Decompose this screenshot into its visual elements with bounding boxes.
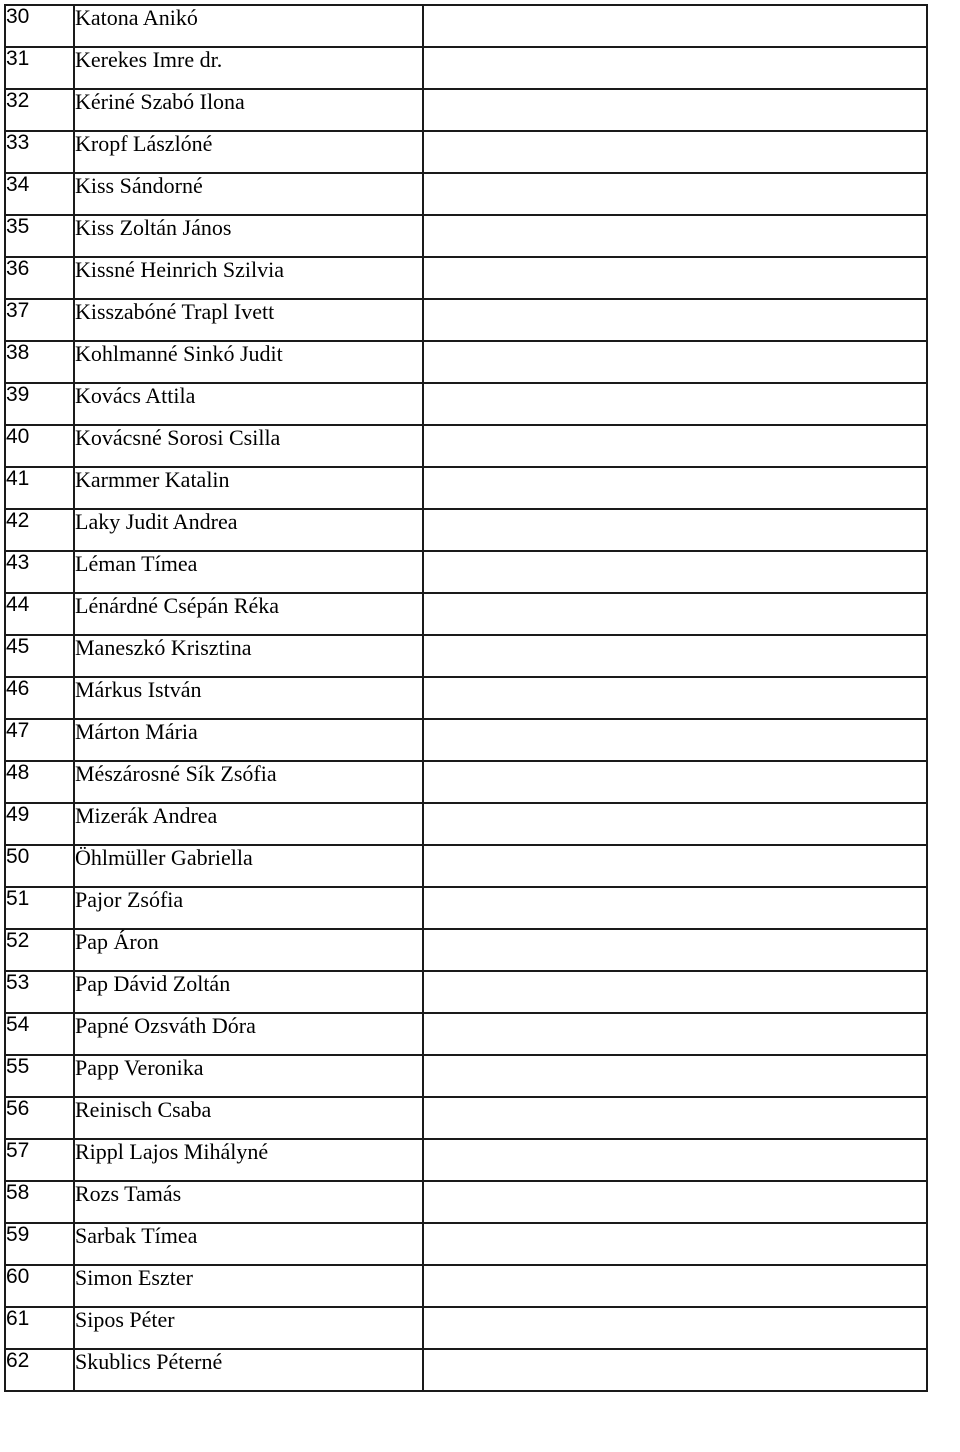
row-number: 61 [5,1307,74,1349]
participant-name: Papp Veronika [74,1055,423,1097]
table-row [5,1055,927,1097]
empty-cell [423,173,927,215]
empty-cell [423,887,927,929]
participant-name: Katona Anikó [74,5,423,47]
empty-cell [423,47,927,89]
participant-name: Kovácsné Sorosi Csilla [74,425,423,467]
table-row [5,5,927,47]
empty-cell [423,719,927,761]
participant-name: Maneszkó Krisztina [74,635,423,677]
table-row [5,1307,927,1349]
row-number: 47 [5,719,74,761]
table-row [5,677,927,719]
empty-cell [423,299,927,341]
participant-name: Pap Áron [74,929,423,971]
participant-name: Kiss Zoltán János [74,215,423,257]
empty-cell [423,929,927,971]
row-number: 36 [5,257,74,299]
row-number: 55 [5,1055,74,1097]
participant-name: Mészárosné Sík Zsófia [74,761,423,803]
empty-cell [423,1181,927,1223]
participant-name: Kissné Heinrich Szilvia [74,257,423,299]
row-number: 33 [5,131,74,173]
row-number: 39 [5,383,74,425]
row-number: 48 [5,761,74,803]
table-row [5,383,927,425]
participant-name: Kériné Szabó Ilona [74,89,423,131]
empty-cell [423,677,927,719]
row-number: 57 [5,1139,74,1181]
table-row [5,887,927,929]
table-row [5,1223,927,1265]
empty-cell [423,1223,927,1265]
participant-name: Rippl Lajos Mihályné [74,1139,423,1181]
empty-cell [423,5,927,47]
empty-cell [423,761,927,803]
empty-cell [423,551,927,593]
row-number: 32 [5,89,74,131]
empty-cell [423,1349,927,1391]
empty-cell [423,425,927,467]
participant-name: Papné Ozsváth Dóra [74,1013,423,1055]
table-row [5,131,927,173]
row-number: 50 [5,845,74,887]
empty-cell [423,1265,927,1307]
participant-name: Rozs Tamás [74,1181,423,1223]
roster-table [4,4,928,1392]
participant-name: Léman Tímea [74,551,423,593]
row-number: 51 [5,887,74,929]
table-row [5,1181,927,1223]
empty-cell [423,467,927,509]
row-number: 35 [5,215,74,257]
table-row [5,173,927,215]
participant-name: Simon Eszter [74,1265,423,1307]
empty-cell [423,1055,927,1097]
row-number: 44 [5,593,74,635]
participant-name: Pajor Zsófia [74,887,423,929]
participant-name: Laky Judit Andrea [74,509,423,551]
participant-name: Kerekes Imre dr. [74,47,423,89]
row-number: 56 [5,1097,74,1139]
empty-cell [423,131,927,173]
participant-name: Sipos Péter [74,1307,423,1349]
table-row [5,425,927,467]
empty-cell [423,257,927,299]
table-row [5,1013,927,1055]
participant-name: Pap Dávid Zoltán [74,971,423,1013]
participant-name: Karmmer Katalin [74,467,423,509]
empty-cell [423,593,927,635]
row-number: 38 [5,341,74,383]
row-number: 53 [5,971,74,1013]
table-row [5,635,927,677]
row-number: 41 [5,467,74,509]
empty-cell [423,215,927,257]
participant-name: Öhlmüller Gabriella [74,845,423,887]
empty-cell [423,1139,927,1181]
row-number: 30 [5,5,74,47]
table-row [5,971,927,1013]
participant-name: Kropf Lászlóné [74,131,423,173]
empty-cell [423,383,927,425]
row-number: 49 [5,803,74,845]
row-number: 42 [5,509,74,551]
empty-cell [423,803,927,845]
row-number: 59 [5,1223,74,1265]
table-row [5,803,927,845]
empty-cell [423,341,927,383]
row-number: 34 [5,173,74,215]
row-number: 43 [5,551,74,593]
table-row [5,1349,927,1391]
row-number: 37 [5,299,74,341]
participant-name: Skublics Péterné [74,1349,423,1391]
table-row [5,257,927,299]
row-number: 52 [5,929,74,971]
table-row [5,1097,927,1139]
row-number: 60 [5,1265,74,1307]
participant-name: Márton Mária [74,719,423,761]
participant-name: Kovács Attila [74,383,423,425]
row-number: 40 [5,425,74,467]
participant-name: Kisszabóné Trapl Ivett [74,299,423,341]
participant-name: Kohlmanné Sinkó Judit [74,341,423,383]
table-row [5,341,927,383]
table-row [5,1265,927,1307]
row-number: 58 [5,1181,74,1223]
table-row [5,1139,927,1181]
empty-cell [423,971,927,1013]
empty-cell [423,89,927,131]
participant-name: Sarbak Tímea [74,1223,423,1265]
row-number: 45 [5,635,74,677]
table-row [5,47,927,89]
participant-name: Márkus István [74,677,423,719]
empty-cell [423,845,927,887]
roster-body [5,5,927,1391]
table-row [5,593,927,635]
participant-name: Lénárdné Csépán Réka [74,593,423,635]
table-row [5,929,927,971]
participant-name: Mizerák Andrea [74,803,423,845]
table-row [5,89,927,131]
row-number: 54 [5,1013,74,1055]
table-row [5,509,927,551]
participant-name: Kiss Sándorné [74,173,423,215]
table-row [5,551,927,593]
empty-cell [423,509,927,551]
participant-name: Reinisch Csaba [74,1097,423,1139]
table-row [5,761,927,803]
table-row [5,215,927,257]
row-number: 46 [5,677,74,719]
table-row [5,299,927,341]
empty-cell [423,1307,927,1349]
table-row [5,467,927,509]
empty-cell [423,1013,927,1055]
empty-cell [423,1097,927,1139]
table-row [5,845,927,887]
empty-cell [423,635,927,677]
table-row [5,719,927,761]
row-number: 31 [5,47,74,89]
row-number: 62 [5,1349,74,1391]
